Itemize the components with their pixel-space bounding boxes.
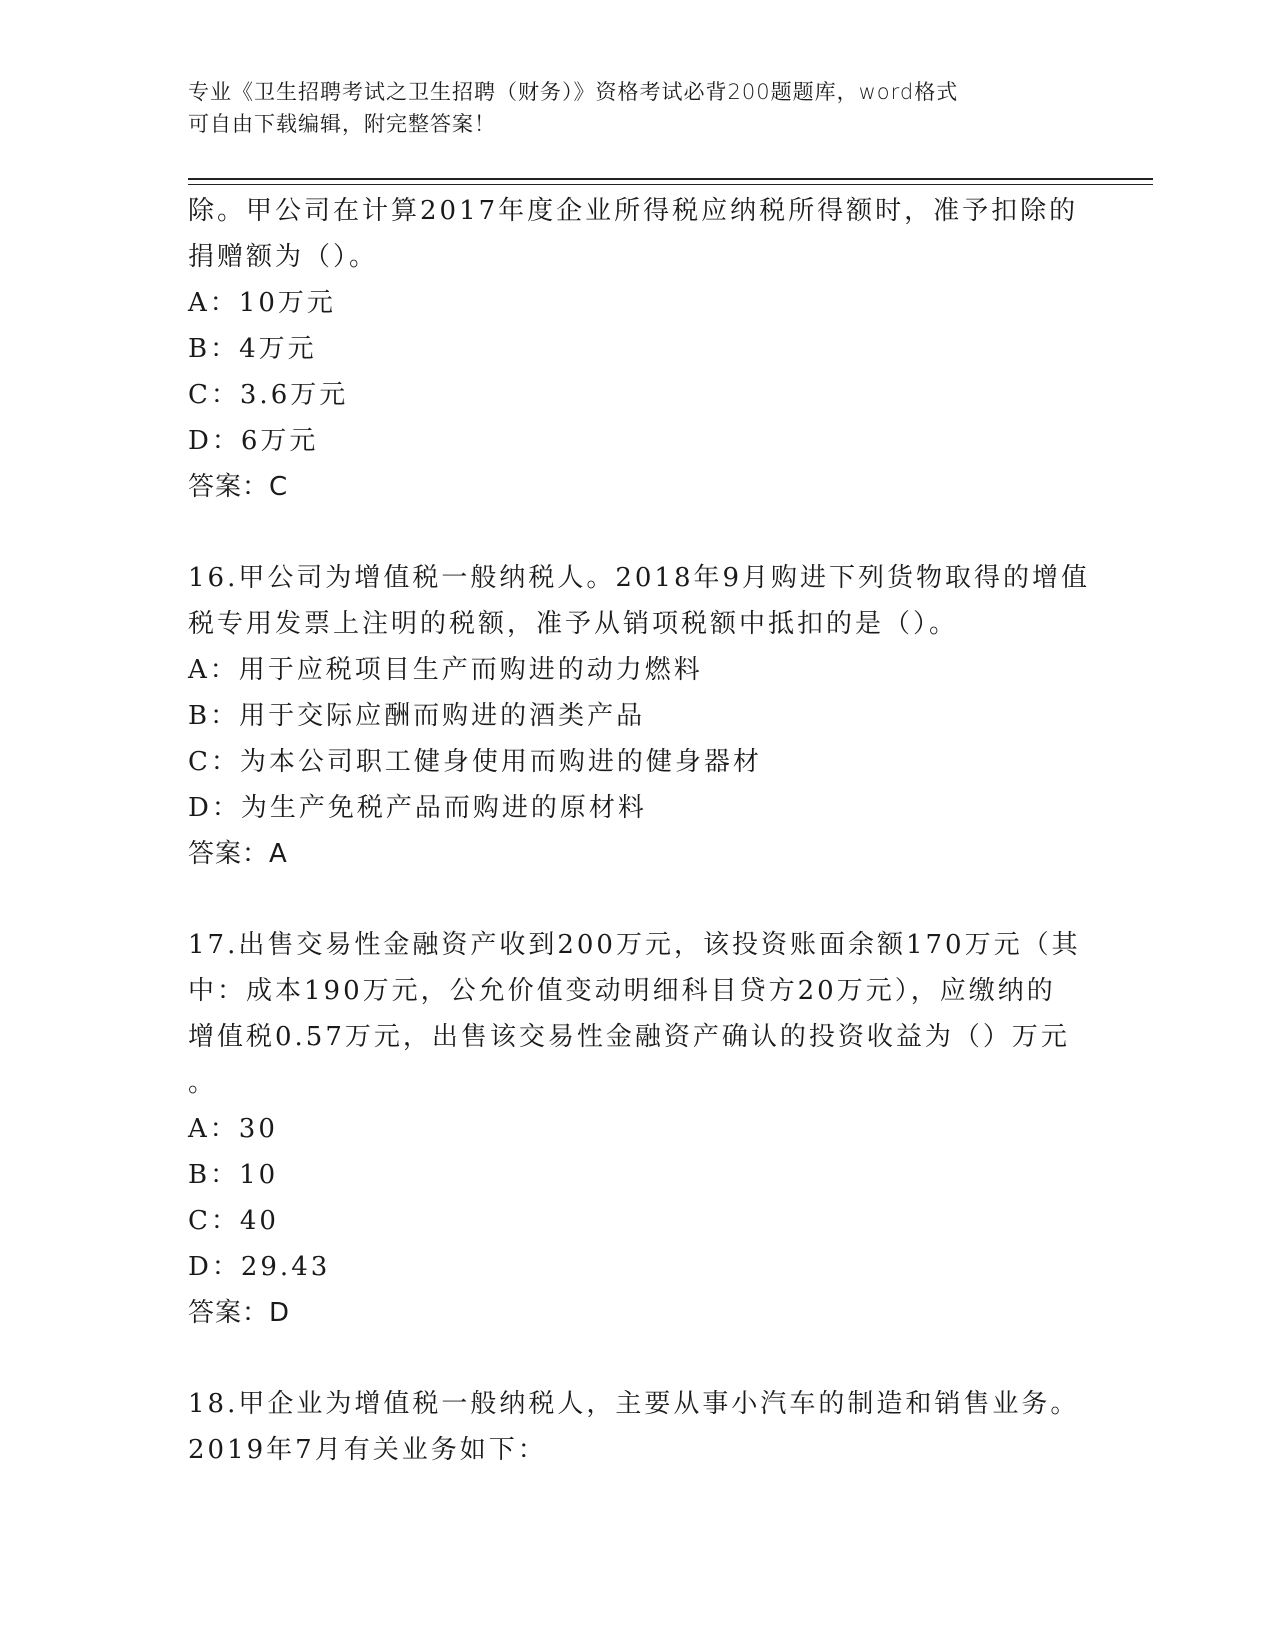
question-15-tail xyxy=(188,188,1088,510)
option-d: D：6万元 xyxy=(188,426,319,456)
option-c: C：40 xyxy=(188,1206,279,1236)
option-a: A：用于应税项目生产而购进的动力燃料 xyxy=(188,655,703,685)
option-c: C：3.6万元 xyxy=(188,380,349,410)
header-divider xyxy=(188,178,1153,185)
question-spacer xyxy=(188,1336,1088,1381)
question-stem-line: 税专用发票上注明的税额，准予从销项税额中抵扣的是（）。 xyxy=(188,609,959,639)
question-stem-line: 17.出售交易性金融资产收到200万元，该投资账面余额170万元（其 xyxy=(188,930,1081,960)
header-title-line-1: 专业《卫生招聘考试之卫生招聘（财务）》资格考试必背200题题库，word格式 xyxy=(188,80,959,104)
question-stem-line: 18.甲企业为增值税一般纳税人，主要从事小汽车的制造和销售业务。 xyxy=(188,1389,1080,1419)
question-spacer xyxy=(188,877,1088,922)
answer-line: 答案：C xyxy=(188,472,289,502)
question-spacer xyxy=(188,510,1088,555)
question-stem-line: 捐赠额为（）。 xyxy=(188,242,379,272)
answer-line: 答案：D xyxy=(188,1298,291,1328)
option-a: A：10万元 xyxy=(188,288,336,318)
question-17 xyxy=(188,922,1088,1336)
option-a: A：30 xyxy=(188,1114,278,1144)
header-title-line-2: 可自由下载编辑，附完整答案！ xyxy=(188,112,496,136)
option-b: B：10 xyxy=(188,1160,279,1190)
option-d: D：为生产免税产品而购进的原材料 xyxy=(188,793,647,823)
question-stem-line: 2019年7月有关业务如下： xyxy=(188,1435,547,1465)
answer-line: 答案：A xyxy=(188,839,288,869)
option-b: B：4万元 xyxy=(188,334,317,364)
option-b: B：用于交际应酬而购进的酒类产品 xyxy=(188,701,646,731)
question-18 xyxy=(188,1381,1088,1473)
option-d: D：29.43 xyxy=(188,1252,331,1282)
question-stem-line: 中：成本190万元，公允价值变动明细科目贷方20万元），应缴纳的 xyxy=(188,976,1056,1006)
question-content xyxy=(188,188,1091,1473)
question-stem-line: 增值税0.57万元，出售该交易性金融资产确认的投资收益为（）万元 xyxy=(188,1022,1070,1052)
option-c: C：为本公司职工健身使用而购进的健身器材 xyxy=(188,747,762,777)
question-stem-line: 。 xyxy=(188,1068,218,1098)
document-header xyxy=(188,76,1068,140)
question-stem-line: 除。甲公司在计算2017年度企业所得税应纳税所得额时，准予扣除的 xyxy=(188,196,1079,226)
question-stem-line: 16.甲公司为增值税一般纳税人。2018年9月购进下列货物取得的增值 xyxy=(188,563,1091,593)
question-16 xyxy=(188,555,1091,877)
